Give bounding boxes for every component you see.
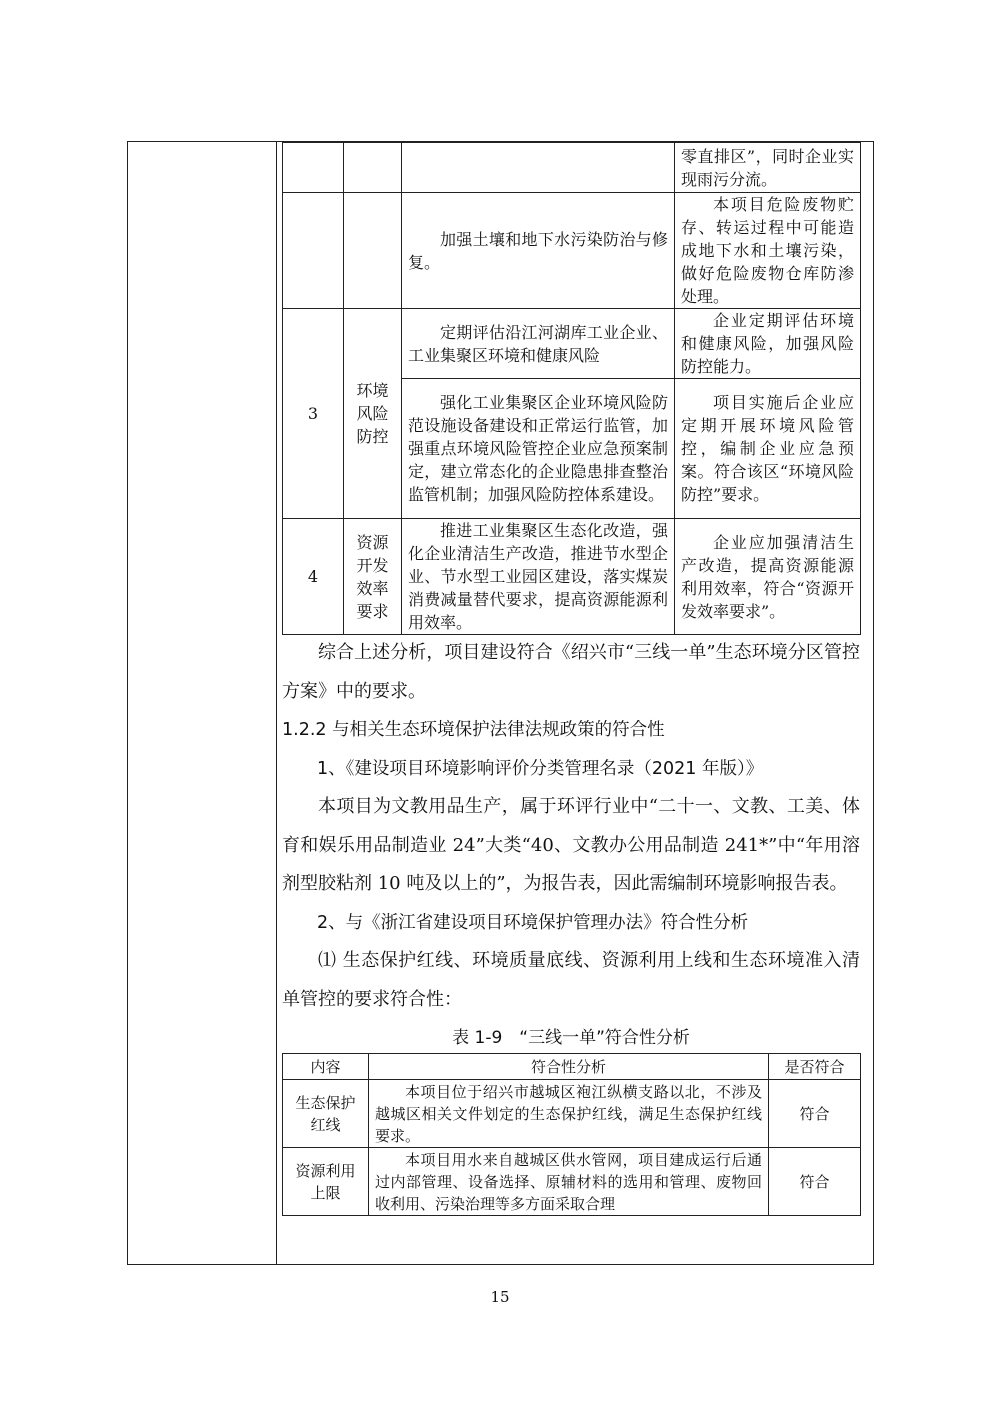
summary-paragraph: 综合上述分析，项目建设符合《绍兴市“三线一单”生态环境分区管控方案》中的要求。 (282, 642, 860, 702)
requirement-cell: 定期评估沿江河湖库工业企业、工业集聚区环境和健康风险 (402, 309, 675, 379)
content-column (282, 142, 860, 1264)
left-column (128, 142, 277, 1264)
table-header-row (283, 1054, 861, 1080)
row-number: 4 (283, 519, 344, 635)
item1-heading: 1、《建设项目环境影响评价分类管理名录（2021 年版）》 (317, 758, 764, 779)
page-number: 15 (490, 1288, 510, 1306)
table-caption: 表 1-9 “三线一单”符合性分析 (452, 1028, 690, 1048)
three-lines-one-list-table (282, 1053, 861, 1216)
zoning-control-table (282, 142, 861, 635)
row-number: 3 (283, 309, 344, 519)
table-row (283, 519, 861, 635)
requirement-cell (402, 143, 675, 193)
table-row (283, 143, 861, 193)
item2-subparagraph: ⑴ 生态保护红线、环境质量底线、资源利用上线和生态环境准入清单管控的要求符合性： (282, 950, 860, 1010)
header-analysis: 符合性分析 (369, 1054, 769, 1080)
num-cell (283, 193, 344, 309)
requirement-cell: 推进工业集聚区生态化改造，强化企业清洁生产改造，推进节水型企业、节水型工业园区建设，落实煤炭消费减量替代要求，提高资源能源利用效率。 (402, 519, 675, 635)
table-row (283, 309, 861, 379)
category-cell (344, 193, 402, 309)
result-cell: 符合 (769, 1148, 861, 1216)
analysis-cell: 本项目用水来自越城区供水管网，项目建成运行后通过内部管理、设备选择、原辅材料的选用和管理、废物回收利用、污染治理等多方面采取合理 (369, 1148, 769, 1216)
item1-paragraph: 本项目为文教用品生产，属于环评行业中“二十一、文教、工美、体育和娱乐用品制造业 24”大类“40、文教办公用品制造 241*”中“年用溶剂型胶粘剂 10 吨及以上的”，为报告表，因此需编制环境影响报告表。 (282, 796, 860, 894)
table-row (283, 193, 861, 309)
analysis-cell: 企业应加强清洁生产改造，提高资源能源利用效率，符合“资源开发效率要求”。 (675, 519, 861, 635)
header-result: 是否符合 (769, 1054, 861, 1080)
num-cell (283, 143, 344, 193)
result-cell: 符合 (769, 1080, 861, 1148)
analysis-cell: 零直排区”，同时企业实现雨污分流。 (675, 143, 861, 193)
table-row (283, 1080, 861, 1148)
requirement-cell: 强化工业集聚区企业环境风险防范设施设备建设和正常运行监管，加强重点环境风险管控企业应急预案制定，建立常态化的企业隐患排查整治监管机制；加强风险防控体系建设。 (402, 379, 675, 519)
analysis-cell: 企业定期评估环境和健康风险，加强风险防控能力。 (675, 309, 861, 379)
item2-heading: 2、与《浙江省建设项目环境保护管理办法》符合性分析 (317, 912, 749, 933)
page-frame (127, 141, 874, 1265)
category-label: 环境风险防控 (344, 309, 402, 519)
item-cell: 资源利用上限 (283, 1148, 369, 1216)
header-content: 内容 (283, 1054, 369, 1080)
item-cell: 生态保护红线 (283, 1080, 369, 1148)
analysis-cell: 项目实施后企业应定期开展环境风险管控，编制企业应急预案。符合该区“环境风险防控”要求。 (675, 379, 861, 519)
analysis-cell: 本项目位于绍兴市越城区袍江纵横支路以北，不涉及越城区相关文件划定的生态保护红线，满足生态保护红线要求。 (369, 1080, 769, 1148)
table-row (283, 1148, 861, 1216)
requirement-cell: 加强土壤和地下水污染防治与修复。 (402, 193, 675, 309)
analysis-cell: 本项目危险废物贮存、转运过程中可能造成地下水和土壤污染，做好危险废物仓库防渗处理。 (675, 193, 861, 309)
category-label: 资源开发效率要求 (344, 519, 402, 635)
category-cell (344, 143, 402, 193)
section-heading: 1.2.2 与相关生态环境保护法律法规政策的符合性 (282, 720, 665, 740)
